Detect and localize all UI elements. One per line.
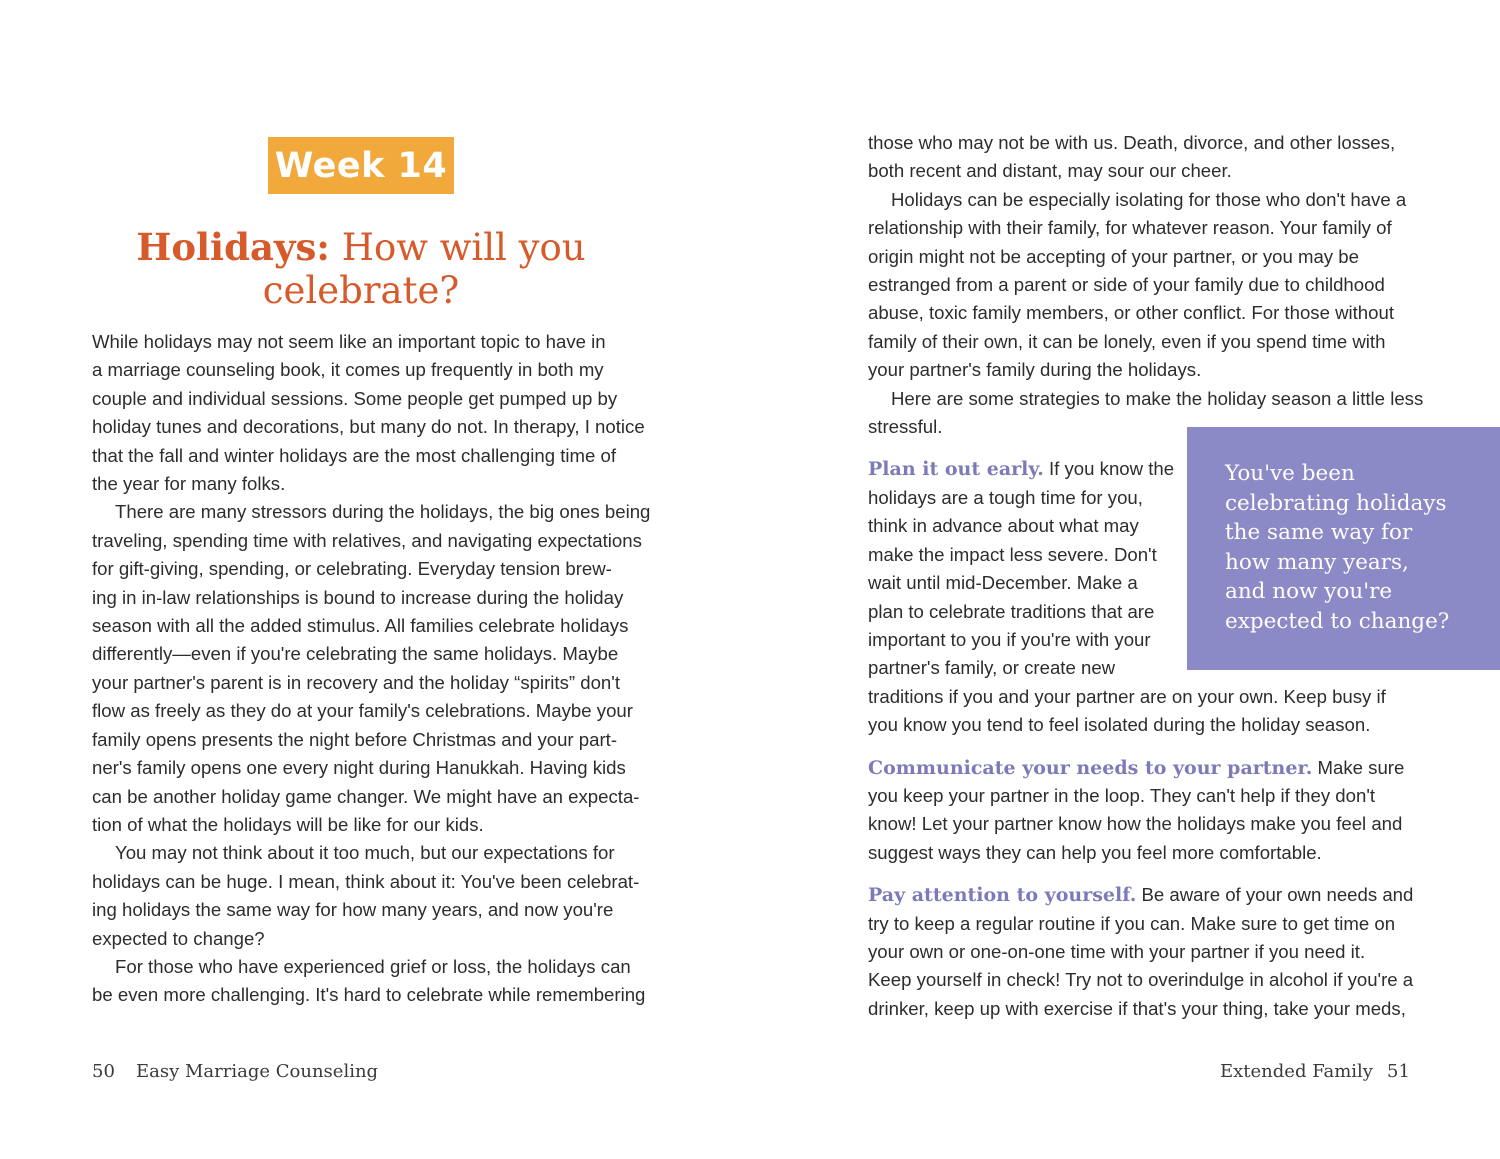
callout-line: and now you're <box>1225 579 1393 605</box>
text-line: stressful. <box>868 416 943 438</box>
text-line: expected to change? <box>92 927 265 949</box>
text-line: ing holidays the same way for how many years, and now you're <box>92 899 614 921</box>
chapter-title <box>92 226 630 312</box>
text-line: drinker, keep up with exercise if that's your thing, take your meds, <box>868 997 1406 1019</box>
title-keyword: Holidays: <box>136 225 330 269</box>
text-line: differently—even if you're celebrating the same holidays. Maybe <box>92 643 619 665</box>
text-line: your partner's family during the holidays. <box>868 359 1202 381</box>
text-line: You may not think about it too much, but our expectations for <box>115 842 615 864</box>
text-line: relationship with their family, for whatever reason. Your family of <box>868 217 1392 239</box>
callout-line: celebrating holidays <box>1225 490 1447 516</box>
strategy-heading: Communicate your needs to your partner. <box>868 756 1313 779</box>
text-line: your partner's parent is in recovery and the holiday “spirits” don't <box>92 671 620 693</box>
strategy-heading: Plan it out early. <box>868 458 1044 481</box>
text-line: plan to celebrate traditions that are <box>868 600 1155 622</box>
paragraph <box>92 839 640 953</box>
pull-quote-callout <box>1187 427 1500 670</box>
strategy-paragraph <box>868 754 1408 868</box>
text-line: holidays are a tough time for you, <box>868 486 1143 508</box>
text-line: important to you if you're with your <box>868 628 1151 650</box>
text-line: There are many stressors during the holidays, the big ones being <box>115 501 651 523</box>
text-line: estranged from a parent or side of your family due to childhood <box>868 274 1385 296</box>
text-line: wait until mid-December. Make a <box>868 572 1138 594</box>
paragraph <box>92 328 645 498</box>
text-line: holiday tunes and decorations, but many do not. In therapy, I notice <box>92 416 645 438</box>
text-line: couple and individual sessions. Some people get pumped up by <box>92 387 618 409</box>
text-line: family of their own, it can be lonely, even if you spend time with <box>868 330 1386 352</box>
text-line: flow as freely as they do at your family's celebrations. Maybe your <box>92 700 633 722</box>
running-footer-book-title: Easy Marriage Counseling <box>136 1061 379 1082</box>
text-line: While holidays may not seem like an important topic to have in <box>92 331 606 352</box>
title-question-part2: celebrate? <box>262 269 460 312</box>
running-footer-section-title: Extended Family <box>1220 1061 1373 1082</box>
text-line: Here are some strategies to make the holiday season a little less <box>891 387 1424 409</box>
text-line: both recent and distant, may sour our cheer. <box>868 160 1232 182</box>
callout-line: You've been <box>1225 461 1355 486</box>
text-line: family opens presents the night before Christmas and your part- <box>92 728 618 750</box>
text-line: be even more challenging. It's hard to celebrate while remembering <box>92 984 646 1006</box>
strategy-heading: Pay attention to yourself. <box>868 884 1137 907</box>
callout-line: expected to change? <box>1225 608 1450 634</box>
left-body-text <box>92 328 651 1010</box>
text-line: ing in in-law relationships is bound to increase during the holiday <box>92 586 624 608</box>
text-line: your own or one-on-one time with your partner if you need it. <box>868 940 1366 962</box>
text-line: know! Let your partner know how the holidays make you feel and <box>868 813 1403 835</box>
strategy-text: Be aware of your own needs and <box>1136 884 1414 906</box>
text-line: partner's family, or create new <box>868 657 1116 679</box>
text-line: for gift-giving, spending, or celebrating. Everyday tension brew- <box>92 558 612 580</box>
strategy-first-line <box>868 754 1408 782</box>
paragraph <box>92 953 646 1010</box>
text-line: can be another holiday game changer. We might have an expecta- <box>92 785 640 807</box>
paragraph <box>868 186 1408 385</box>
text-line: you keep your partner in the loop. They can't help if they don't <box>868 784 1376 806</box>
page-number-right: 51 <box>1387 1061 1410 1082</box>
text-line: origin might not be accepting of your partner, or you may be <box>868 245 1359 267</box>
text-line: you know you tend to feel isolated during the holiday season. <box>868 714 1371 736</box>
text-line: ner's family opens one every night during Hanukkah. Having kids <box>92 757 626 779</box>
text-line: holidays can be huge. I mean, think about it: You've been celebrat- <box>92 870 640 892</box>
text-line: a marriage counseling book, it comes up frequently in both my <box>92 359 604 381</box>
page-number-left: 50 <box>92 1061 115 1082</box>
text-line: traditions if you and your partner are on your own. Keep busy if <box>868 685 1386 707</box>
callout-line: the same way for <box>1225 520 1413 546</box>
text-line: think in advance about what may <box>868 515 1139 537</box>
text-line: tion of what the holidays will be like for our kids. <box>92 813 484 835</box>
text-line: traveling, spending time with relatives, and navigating expectations <box>92 529 642 551</box>
text-line: Holidays can be especially isolating for those who don't have a <box>891 188 1407 210</box>
title-question-part1: How will you <box>329 226 586 269</box>
text-line: season with all the added stimulus. All families celebrate holidays <box>92 615 629 637</box>
text-line: Keep yourself in check! Try not to overindulge in alcohol if you're a <box>868 969 1414 991</box>
strategy-first-line <box>868 881 1414 909</box>
text-line: the year for many folks. <box>92 473 286 495</box>
week-badge: Week 14 <box>268 137 454 194</box>
text-line: abuse, toxic family members, or other conflict. For those without <box>868 302 1394 324</box>
callout-line: how many years, <box>1225 549 1409 575</box>
strategy-text: If you know the <box>1043 458 1175 480</box>
text-line: suggest ways they can help you feel more comfortable. <box>868 841 1322 863</box>
text-line: try to keep a regular routine if you can. Make sure to get time on <box>868 912 1396 934</box>
text-line: those who may not be with us. Death, divorce, and other losses, <box>868 132 1396 153</box>
text-line: that the fall and winter holidays are the most challenging time of <box>92 444 617 466</box>
strategy-text: Make sure <box>1312 756 1405 778</box>
text-line: For those who have experienced grief or loss, the holidays can <box>115 955 631 977</box>
text-line: make the impact less severe. Don't <box>868 543 1157 565</box>
paragraph <box>868 129 1408 186</box>
strategy-paragraph <box>868 881 1414 1023</box>
paragraph <box>92 498 651 839</box>
